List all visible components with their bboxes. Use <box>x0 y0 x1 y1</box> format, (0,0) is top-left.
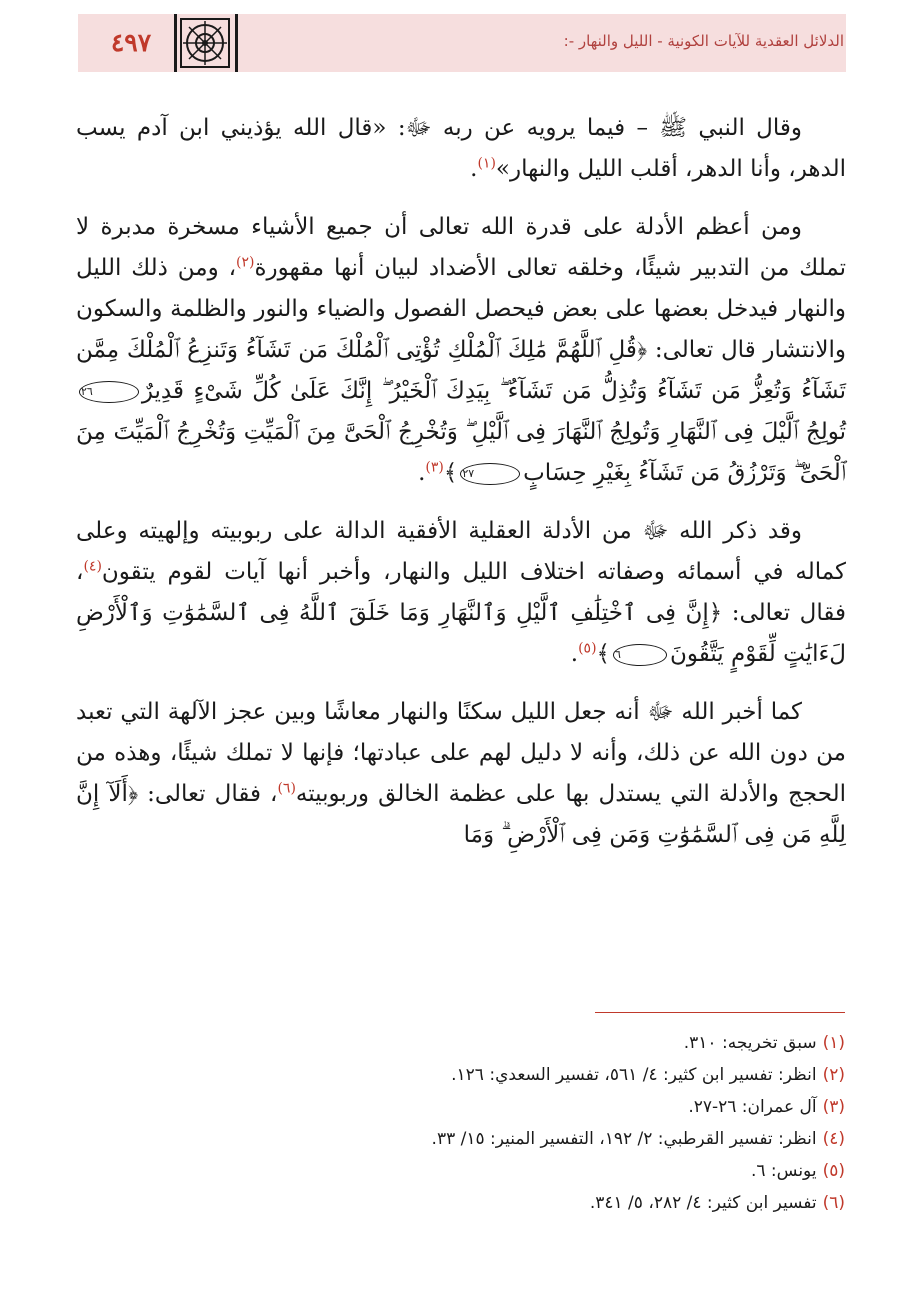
footnote-number: (٤) <box>822 1129 845 1149</box>
paragraph-text: وقد ذكر الله ﷻ من الأدلة العقلية الأفقية الدالة على ربوبيته وإلهيته وعلى كماله في أسمائه وصفاته اختلاف الليل والنهار، وأخبر أنها آيات لقوم يتقون <box>76 518 846 585</box>
paragraph-text: ، ومن ذلك الليل والنهار فيدخل بعضها على بعض فيحصل الفصول والضياء والنور والظلمة والسكون والانتشار قال تعالى: <box>76 255 847 363</box>
footnote-number: (٢) <box>822 1065 845 1085</box>
footnote-text: انظر: تفسير القرطبي: ٢/ ١٩٢، التفسير المنير: ١٥/ ٣٣. <box>431 1129 817 1149</box>
footnote <box>75 1155 845 1187</box>
footnotes <box>75 1027 845 1219</box>
footnote <box>75 1187 845 1219</box>
footnote-ref: (٦) <box>277 780 296 797</box>
header-divider <box>174 14 177 72</box>
footnote-number: (٥) <box>822 1161 845 1181</box>
header-divider <box>235 14 238 72</box>
page-number: ٤٩٧ <box>110 28 152 57</box>
ayah-number-icon: ٢٦ <box>79 381 139 403</box>
quran-verse: ﴿قُلِ ٱللَّهُمَّ مَٰلِكَ ٱلْمُلْكِ تُؤْتِى ٱلْمُلْكَ مَن تَشَآءُ وَتَنزِعُ ٱلْمُلْكَ مِمَّن تَشَآءُ وَتُعِزُّ مَن تَشَآءُ وَتُذِلُّ مَن تَشَآءُ ۖ بِيَدِكَ ٱلْخَيْرُ ۖ إِنَّكَ عَلَىٰ كُلِّ شَىْءٍ قَدِيرٌ <box>76 337 846 404</box>
ayah-number-icon: ٢٧ <box>460 463 520 485</box>
paragraph-text: كما أخبر الله ﷻ أنه جعل الليل سكنًا والنهار معاشًا وبين عجز الآلهة التي تعبد من دون الله عن ذلك، وأنه لا دليل لهم على عبادتها؛ فإنها لا تملك شيئًا، وهذه من الحجج والأدلة التي يستدل بها على عظمة الخالق وربوبيته <box>76 699 846 807</box>
paragraph-text: . <box>418 460 426 486</box>
footnote-text: آل عمران: ٢٦-٢٧. <box>688 1097 817 1117</box>
footnote-ref: (٤) <box>83 558 102 575</box>
quran-verse: ﴿إِنَّ فِى ٱخْتِلَٰفِ ٱلَّيْلِ وَٱلنَّهَارِ وَمَا خَلَقَ ٱللَّهُ فِى ٱلسَّمَٰوَٰتِ وَٱلْأَرْضِ لَءَايَٰتٍ لِّقَوْمٍ يَتَّقُونَ <box>76 600 846 667</box>
footnote-number: (٦) <box>822 1193 845 1213</box>
footnote-separator <box>595 1012 845 1013</box>
footnote-number: (٣) <box>822 1097 845 1117</box>
quran-verse: تُولِجُ ٱلَّيْلَ فِى ٱلنَّهَارِ وَتُولِجُ ٱلنَّهَارَ فِى ٱلَّيْلِ ۖ وَتُخْرِجُ ٱلْحَىَّ مِنَ ٱلْمَيِّتِ وَتُخْرِجُ ٱلْمَيِّتَ مِنَ ٱلْحَىِّ ۖ وَتَرْزُقُ مَن تَشَآءُ بِغَيْرِ حِسَابٍ <box>76 419 846 486</box>
footnote-ref: (٣) <box>425 459 444 476</box>
footnote <box>75 1123 845 1155</box>
footnote-text: سبق تخريجه: ٣١٠. <box>683 1033 817 1053</box>
paragraph <box>76 511 846 675</box>
footnote-ref: (١) <box>477 155 496 172</box>
paragraph-text: . <box>570 641 579 667</box>
paragraph <box>76 692 846 856</box>
footnote <box>75 1091 845 1123</box>
paragraph <box>76 207 846 494</box>
paragraph-text: ، فقال تعالى: <box>76 559 846 626</box>
paragraph-text: وقال النبي ﷺ – فيما يرويه عن ربه ﷻ: «قال الله يؤذيني ابن آدم يسب الدهر، وأنا الدهر، أقلب الليل والنهار» <box>76 115 846 182</box>
body-text <box>76 108 846 873</box>
ayah-number-icon: ٦ <box>613 644 667 666</box>
running-title: الدلائل العقدية للآيات الكونية - الليل والنهار -‏: <box>563 32 844 50</box>
footnote-ref: (٥) <box>578 640 597 657</box>
footnote-text: يونس: ٦. <box>750 1161 817 1181</box>
paragraph <box>76 108 846 190</box>
quran-verse: ﴿أَلَآ إِنَّ لِلَّهِ مَن فِى ٱلسَّمَٰوَٰتِ وَمَن فِى ٱلْأَرْضِ ۗ وَمَا <box>76 781 846 848</box>
paragraph-text: . <box>470 156 478 182</box>
footnote-number: (١) <box>822 1033 845 1053</box>
paragraph-text: ، فقال تعالى: <box>138 781 278 807</box>
quran-verse: ﴾ <box>596 641 611 667</box>
footnote-text: انظر: تفسير ابن كثير: ٤/ ٥٦١، تفسير السعدي: ١٢٦. <box>451 1065 817 1085</box>
footnote-text: تفسير ابن كثير: ٤/ ٢٨٢، ٥/ ٣٤١. <box>589 1193 817 1213</box>
ornament-icon <box>178 16 232 70</box>
footnote-ref: (٢) <box>236 254 255 271</box>
paragraph-text: ومن أعظم الأدلة على قدرة الله تعالى أن جميع الأشياء مسخرة مدبرة لا تملك من التدبير شيئًا، وخلقه تعالى الأضداد لبيان أنها مقهورة <box>76 214 847 281</box>
quran-verse: ﴾ <box>443 460 458 486</box>
page-header <box>78 14 846 72</box>
footnote <box>75 1059 845 1091</box>
footnote <box>75 1027 845 1059</box>
